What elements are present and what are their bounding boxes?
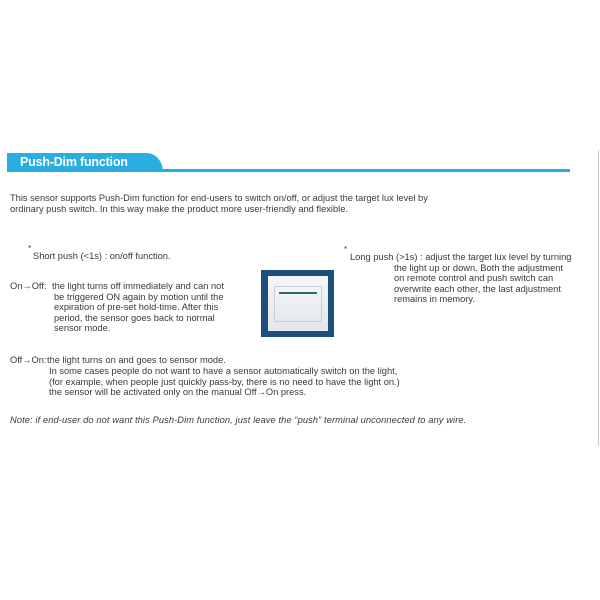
wall-push-switch-icon [261, 270, 334, 337]
long-push-line: on remote control and push switch can [394, 273, 554, 284]
long-push-line: Long push (>1s) : adjust the target lux level by turning [350, 252, 572, 262]
off-on-first-line: the light turns on and goes to sensor mode. [47, 355, 226, 365]
on-off-label: On→Off: [10, 281, 47, 291]
intro-line: ordinary push switch. In this way make the product more user-friendly and flexible. [10, 203, 348, 214]
on-off-line: the light turns off immediately and can not [52, 281, 224, 291]
intro-paragraph [10, 193, 428, 214]
long-push-line: the light up or down. Both the adjustment [394, 262, 564, 273]
on-off-description [52, 281, 224, 334]
long-push-line: remains in memory. [394, 294, 475, 305]
off-on-label: Off→On: [10, 355, 47, 365]
off-on-line: the sensor will be activated only on the manual Off→On press. [49, 387, 307, 398]
section-title: Push-Dim function [20, 155, 128, 169]
off-on-description [49, 366, 400, 398]
long-push-description [350, 252, 571, 305]
section-header-underline [7, 169, 570, 172]
on-off-line: be triggered ON again by motion until the [54, 291, 224, 302]
footnote: Note: if end-user do not want this Push-Dim function, just leave the “push” terminal unconnected to any wire. [10, 415, 467, 425]
off-on-line: In some cases people do not want to have a sensor automatically switch on the light, [49, 366, 398, 376]
long-push-line: overwrite each other, the last adjustment [394, 283, 561, 294]
switch-indicator-strip [279, 292, 317, 294]
short-push-label: Short push (<1s) : on/off function. [33, 251, 171, 261]
page-edge-divider [598, 150, 599, 446]
switch-rocker [274, 286, 322, 322]
switch-plate [268, 276, 328, 331]
intro-line: This sensor supports Push-Dim function for end-users to switch on/off, or adjust the target lux level by [10, 193, 428, 203]
short-push-bullet: * [28, 244, 32, 253]
off-on-line: (for example, when people just quickly pass-by, there is no need to have the light on.) [49, 376, 400, 387]
long-push-bullet: * [344, 245, 348, 254]
on-off-line: period, the sensor goes back to normal [54, 312, 215, 323]
on-off-line: sensor mode. [54, 323, 111, 334]
on-off-line: expiration of pre-set hold-time. After this [54, 302, 219, 313]
